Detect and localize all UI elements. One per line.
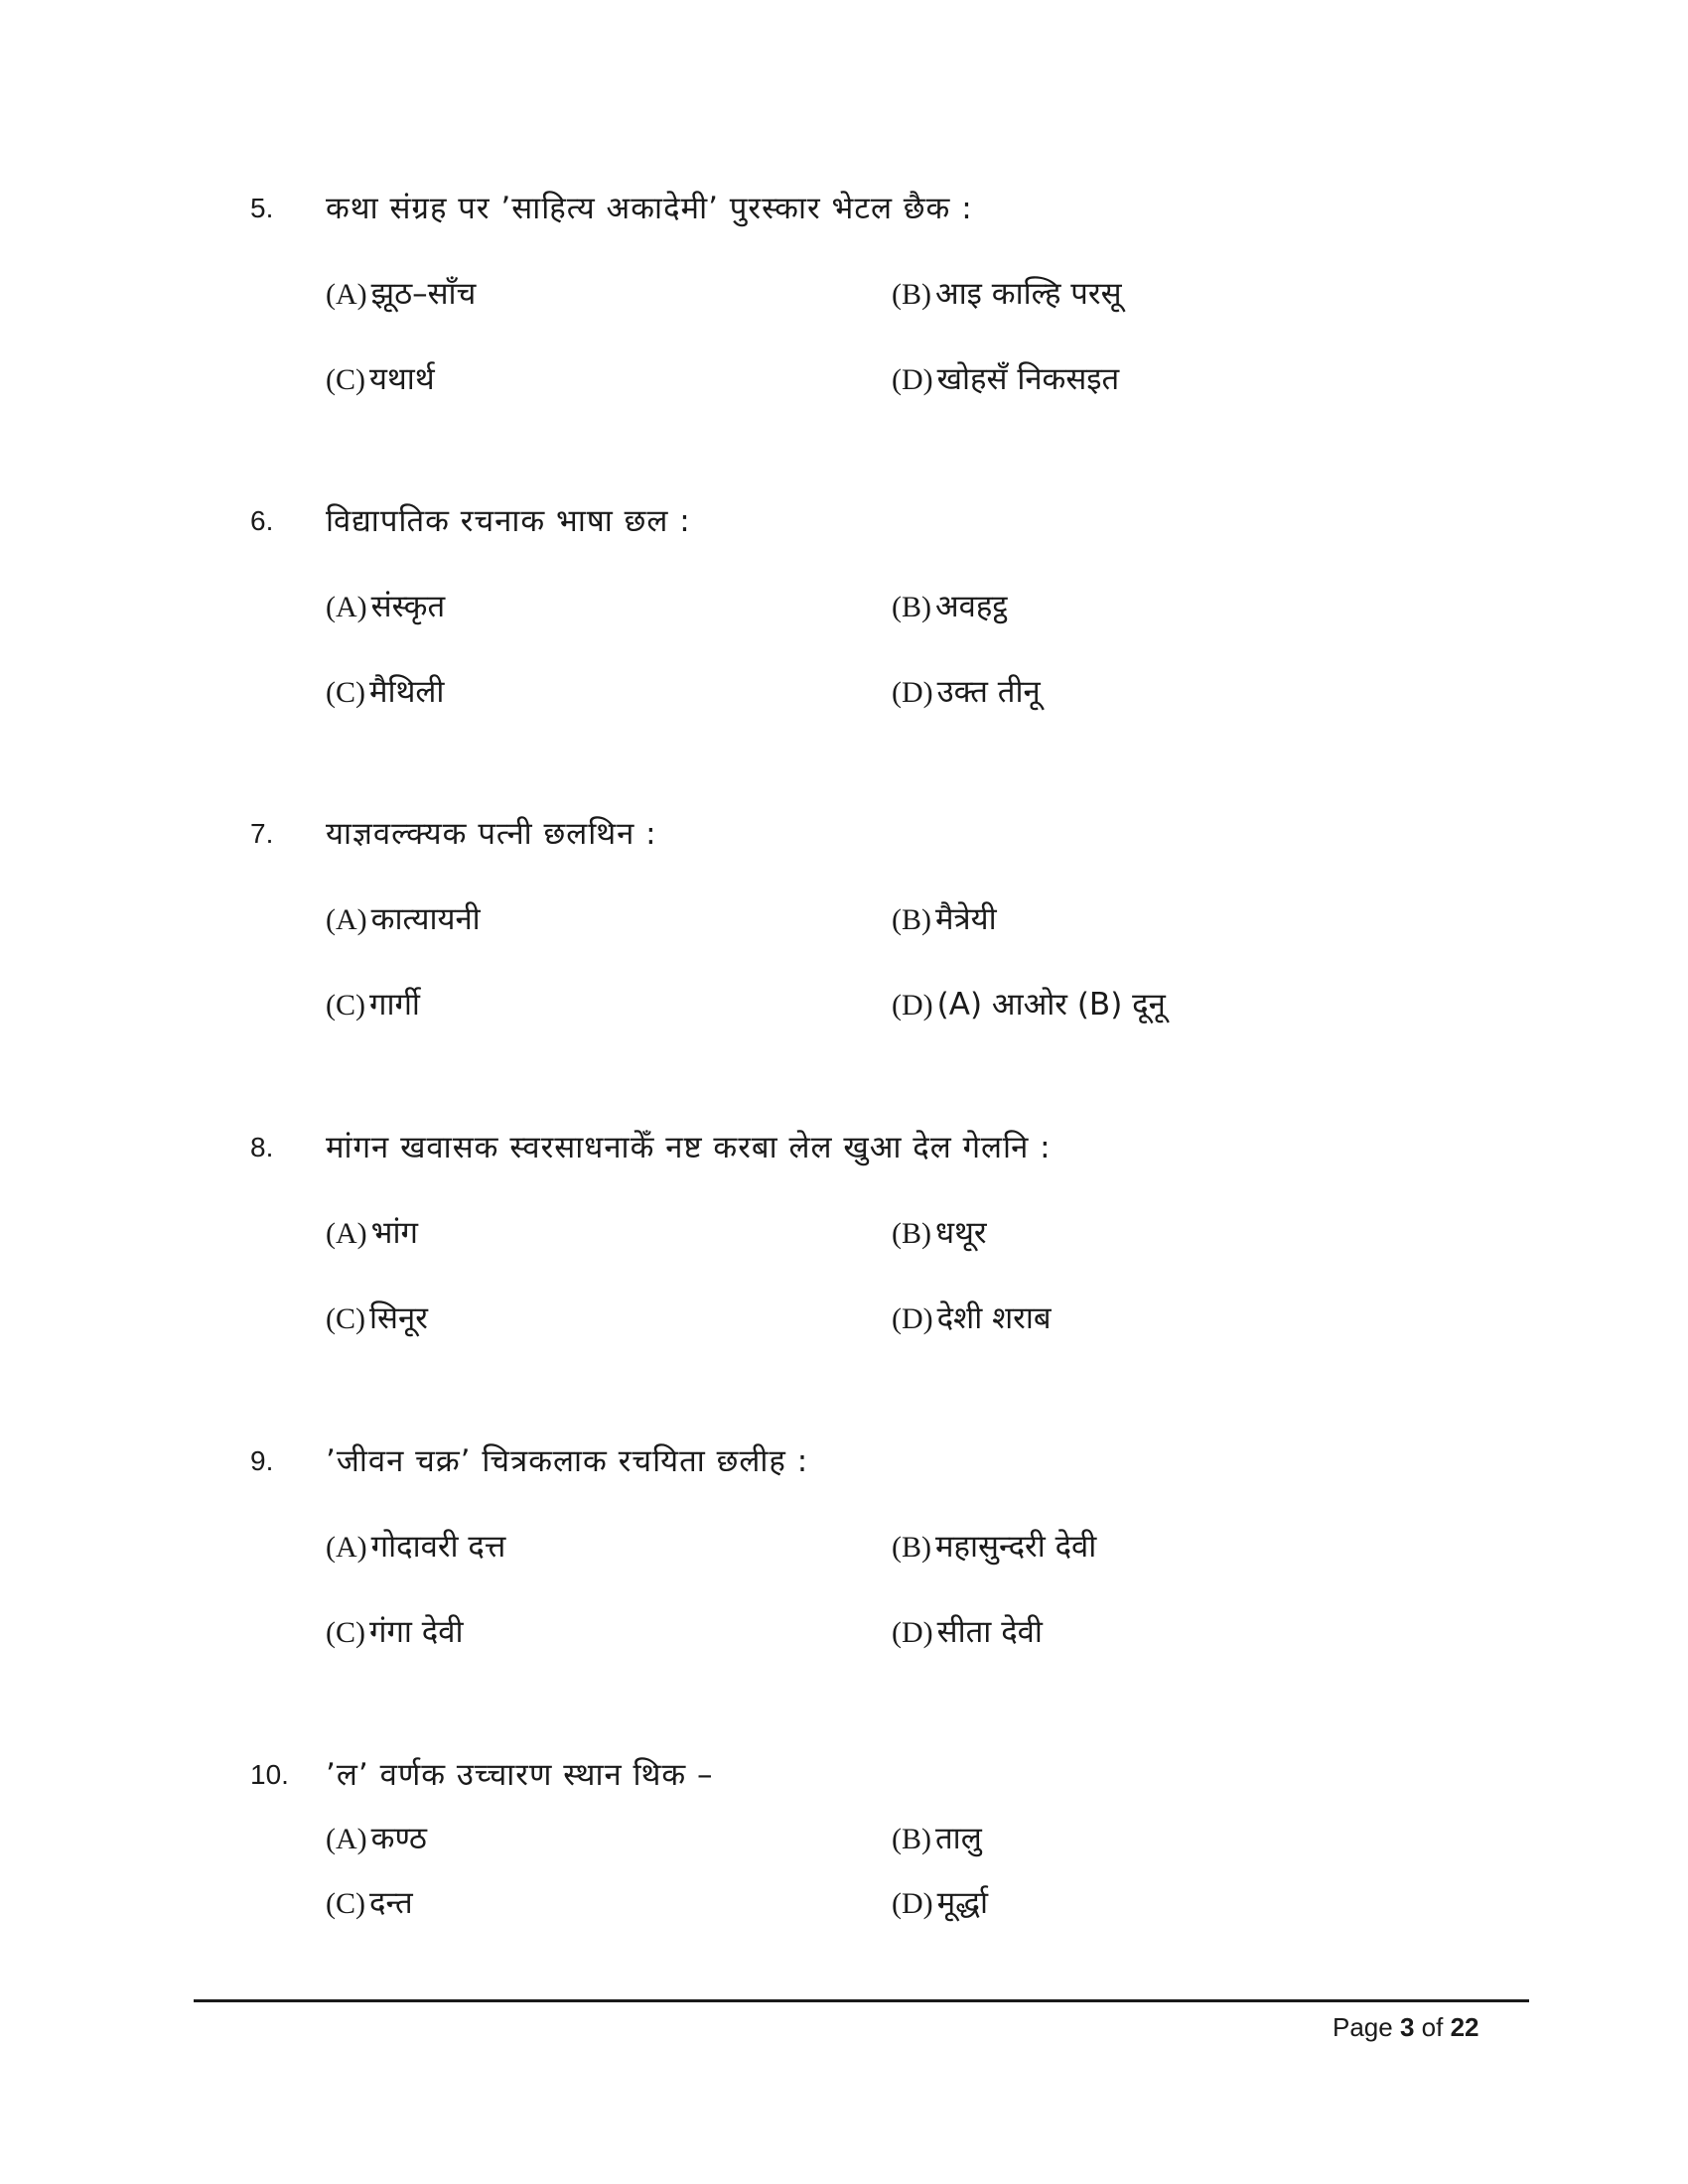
option-label: (D) — [892, 1616, 933, 1649]
option-b — [892, 1211, 987, 1256]
option-text: संस्कृत — [370, 589, 446, 624]
option-c — [326, 357, 435, 402]
option-label: (B) — [892, 278, 931, 311]
option-label: (C) — [326, 989, 365, 1022]
option-c — [326, 670, 444, 715]
option-text: मैत्रेयी — [935, 901, 997, 937]
option-b — [892, 585, 1008, 629]
option-label: (B) — [892, 1823, 931, 1855]
option-label: (A) — [326, 1531, 367, 1564]
option-text: सिनूर — [369, 1300, 428, 1336]
option-label: (D) — [892, 363, 933, 396]
question-text: विद्यापतिक रचनाक भाषा छल : — [326, 503, 691, 539]
page-middle: of — [1414, 2012, 1451, 2042]
option-b — [892, 1817, 982, 1861]
option-a — [326, 1817, 427, 1861]
page-current: 3 — [1399, 2012, 1415, 2042]
question-number: 7. — [250, 818, 274, 849]
option-text: गोदावरी दत्त — [370, 1529, 506, 1565]
option-d — [892, 983, 1166, 1027]
page-total: 22 — [1450, 2012, 1479, 2042]
option-label: (C) — [326, 1887, 365, 1920]
option-label: (D) — [892, 989, 933, 1022]
option-b — [892, 897, 997, 942]
option-d — [892, 1610, 1043, 1655]
question-number: 8. — [250, 1132, 274, 1162]
option-text: सीता देवी — [936, 1614, 1043, 1650]
question-text: ’जीवन चक्र’ चित्रकलाक रचयिता छलीह : — [326, 1443, 809, 1479]
question-number: 5. — [250, 193, 274, 223]
option-label: (C) — [326, 676, 365, 709]
option-label: (A) — [326, 278, 367, 311]
option-label: (A) — [326, 1217, 367, 1250]
option-text: महासुन्दरी देवी — [935, 1529, 1097, 1565]
option-label: (B) — [892, 903, 931, 936]
option-text: देशी शराब — [936, 1300, 1052, 1336]
option-text: खोहसँ निकसइत — [936, 361, 1120, 397]
option-text: दन्त — [369, 1885, 413, 1921]
option-text: कात्यायनी — [370, 901, 481, 937]
option-a — [326, 585, 445, 629]
option-label: (C) — [326, 363, 365, 396]
question-text: कथा संग्रह पर ’साहित्य अकादेमी’ पुरस्कार भेटल छैक : — [326, 191, 973, 226]
option-d — [892, 1297, 1052, 1341]
option-text: भांग — [370, 1215, 418, 1251]
option-b — [892, 1525, 1096, 1570]
option-a — [326, 1211, 418, 1256]
option-d — [892, 1881, 988, 1926]
option-text: गार्गी — [369, 987, 420, 1023]
question-text: मांगन खवासक स्वरसाधनाकेँ नष्ट करबा लेल खुआ देल गेलनि : — [326, 1130, 1052, 1165]
option-c — [326, 1610, 464, 1655]
option-d — [892, 357, 1119, 402]
option-label: (D) — [892, 1887, 933, 1920]
option-text: गंगा देवी — [369, 1614, 464, 1650]
option-c — [326, 1881, 413, 1926]
option-label: (D) — [892, 1302, 933, 1335]
option-text: अवहट्ठ — [935, 589, 1008, 624]
option-b — [892, 272, 1122, 317]
question-text: ’ल’ वर्णक उच्चारण स्थान थिक – — [326, 1757, 714, 1793]
option-label: (A) — [326, 903, 367, 936]
option-text: तालु — [935, 1821, 982, 1856]
option-text: झूठ–साँच — [370, 276, 477, 312]
option-label: (C) — [326, 1616, 365, 1649]
option-d — [892, 670, 1041, 715]
question-number: 6. — [250, 505, 274, 536]
option-text: (A) आओर (B) दूनू — [936, 987, 1166, 1023]
option-label: (B) — [892, 1217, 931, 1250]
option-a — [326, 272, 476, 317]
page-number — [1333, 2009, 1478, 2045]
option-text: धथूर — [935, 1215, 987, 1251]
option-label: (B) — [892, 1531, 931, 1564]
footer-divider — [194, 1999, 1529, 2002]
option-text: आइ काल्हि परसू — [935, 276, 1122, 312]
question-number: 9. — [250, 1445, 274, 1476]
question-number: 10. — [250, 1759, 289, 1790]
option-text: मैथिली — [369, 674, 445, 710]
option-label: (D) — [892, 676, 933, 709]
option-text: उक्त तीनू — [936, 674, 1041, 710]
option-c — [326, 1297, 428, 1341]
option-text: मूर्द्धा — [936, 1885, 988, 1921]
question-text: याज्ञवल्क्यक पत्नी छलथिन : — [326, 816, 657, 852]
option-label: (B) — [892, 591, 931, 623]
option-c — [326, 983, 420, 1027]
option-label: (A) — [326, 591, 367, 623]
option-a — [326, 1525, 505, 1570]
page-prefix: Page — [1333, 2012, 1400, 2042]
option-text: यथार्थ — [369, 361, 435, 397]
option-label: (C) — [326, 1302, 365, 1335]
option-a — [326, 897, 481, 942]
option-label: (A) — [326, 1823, 367, 1855]
option-text: कण्ठ — [370, 1821, 427, 1856]
